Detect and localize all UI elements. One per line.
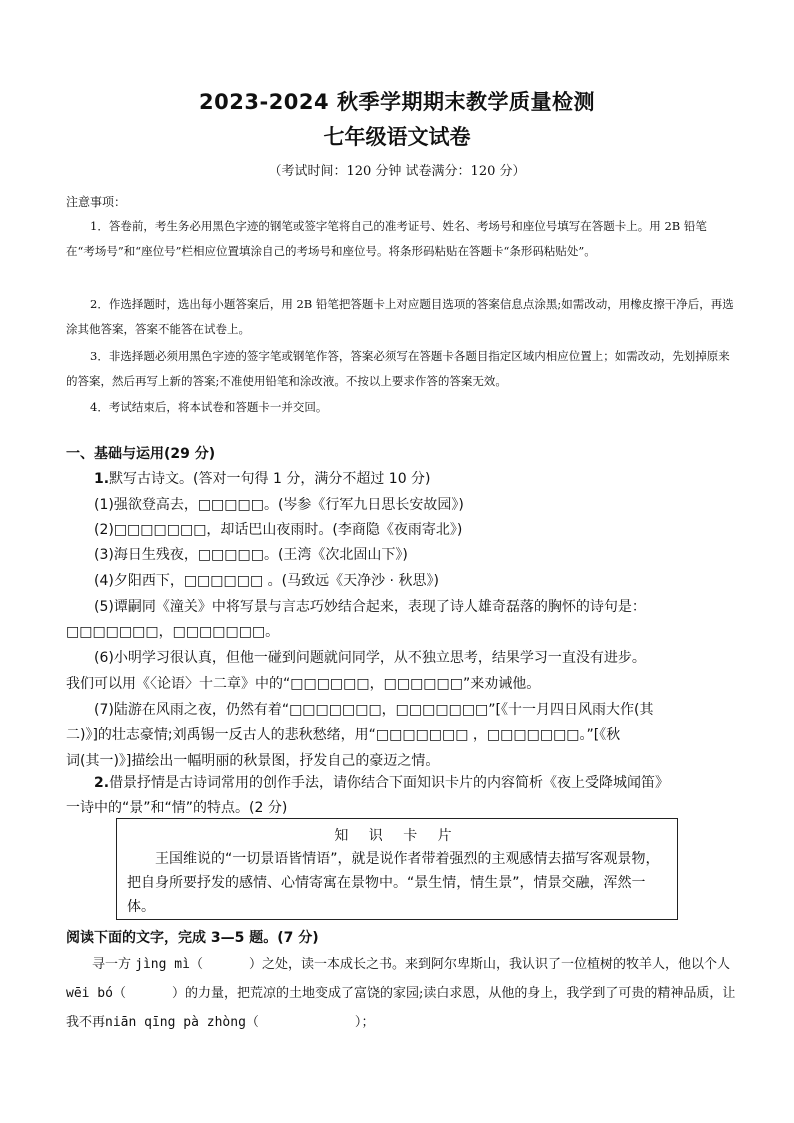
notice-item-4: 4．考试结束后，将本试卷和答题卡一并交回。 xyxy=(90,400,328,414)
question-number: 2. xyxy=(94,775,110,791)
exam-info: （考试时间：120 分钟 试卷满分：120 分） xyxy=(268,164,526,179)
question-text: 默写古诗文。(答对一句得 1 分，满分不超过 10 分) xyxy=(109,471,431,487)
section-heading: 一、基础与运用(29 分) xyxy=(66,446,216,462)
notice-item-2: 2．作选择题时，选出每小题答案后，用 2B 铅笔把答题卡上对应题目选项的答案信息点涂黑;如需改动，用橡皮擦干净后，再选涂其他答案，答案不能答在试卷上。 xyxy=(66,297,734,336)
knowledge-card-title: 知 识 卡 片 xyxy=(334,828,460,844)
q1-item-6-line2: 我们可以用《〈论语〉十二章》中的“□□□□□□，□□□□□□”来劝诫他。 xyxy=(66,676,541,692)
q1-item-5-line1: (5)谭嗣同《潼关》中将写景与言志巧妙结合起来，表现了诗人雄奇磊落的胸怀的诗句是： xyxy=(94,599,646,615)
notice-heading: 注意事项： xyxy=(66,195,127,209)
notice-item-1: 1．答卷前，考生务必用黑色字迹的钢笔或签字笔将自己的准考证号、姓名、考场号和座位号填写在答题卡上。用 2B 铅笔在“考场号”和“座位号”栏相应位置填涂自己的考场号和座位号。将条形码粘贴在答题卡“条形码粘贴处”。 xyxy=(66,219,707,258)
q1-item-5-line2: □□□□□□□，□□□□□□□。 xyxy=(66,624,280,640)
knowledge-card-body: 王国维说的“一切景语皆情语”，就是说作者带着强烈的主观感情去描写客观景物，把自身所要抒发的感情、心情寄寓在景物中。“景生情，情生景”，情景交融，浑然一体。 xyxy=(127,851,660,915)
question-number: 1. xyxy=(94,471,110,487)
notice-item-3: 3．非选择题必须用黑色字迹的签字笔或钢笔作答，答案必须写在答题卡各题目指定区域内相应位置上；如需改动，先划掉原来的答案，然后再写上新的答案;不准使用铅笔和涂改液。不按以上要求作答的答案无效。 xyxy=(66,349,730,388)
q1-item-4: (4)夕阳西下，□□□□□□ 。(马致远《天净沙 · 秋思》) xyxy=(94,573,439,589)
question-1 xyxy=(94,468,431,488)
q1-item-1: (1)强欲登高去，□□□□□。(岑参《行军九日思长安故园》) xyxy=(94,497,464,513)
reading-paragraph: 寻一方 jìng mì（ ）之处，读一本成长之书。来到阿尔卑斯山，我认识了一位植树的牧羊人，他以个人wēi bó（ ）的力量，把荒凉的土地变成了富饶的家园;读白求恩，从他的身上，我学到了可贵的精神品质，让我不再niān qīng pà zhòng（ ）； xyxy=(66,957,736,1030)
reading-passage xyxy=(66,950,736,1037)
question-2 xyxy=(94,772,669,792)
q1-item-7-line1: (7)陆游在风雨之夜，仍然有着“□□□□□□□，□□□□□□□”[《十一月四日风雨大作(其 xyxy=(94,702,654,718)
q1-item-3: (3)海日生残夜，□□□□□。(王湾《次北固山下》) xyxy=(94,547,408,563)
exam-subtitle: 七年级语文试卷 xyxy=(323,125,471,149)
knowledge-card xyxy=(116,818,678,920)
q1-item-7-line2: 二)》]的壮志豪情;刘禹锡一反古人的悲秋愁绪，用“□□□□□□□ ，□□□□□□□。”[《秋 xyxy=(66,727,621,743)
q1-item-6-line1: (6)小明学习很认真，但他一碰到问题就问同学，从不独立思考，结果学习一直没有进步。 xyxy=(94,650,646,666)
pinyin-1: jìng mì xyxy=(135,957,190,972)
q1-item-2: (2)□□□□□□□，却话巴山夜雨时。(李商隐《夜雨寄北》) xyxy=(94,522,463,538)
q1-item-7-line3: 词(其一)》]描绘出一幅明丽的秋景图，抒发自己的豪迈之情。 xyxy=(66,753,440,769)
exam-title: 2023-2024 秋季学期期末教学质量检测 xyxy=(199,90,595,114)
pinyin-2: wēi bó xyxy=(66,986,113,1001)
question-2-line2: 一诗中的“景”和“情”的特点。(2 分) xyxy=(66,800,288,816)
question-text: 借景抒情是古诗词常用的创作手法，请你结合下面知识卡片的内容简析《夜上受降城闻笛》 xyxy=(109,775,670,791)
reading-heading: 阅读下面的文字，完成 3—5 题。(7 分) xyxy=(66,930,319,946)
pinyin-3: niān qīng pà zhòng xyxy=(105,1015,246,1030)
